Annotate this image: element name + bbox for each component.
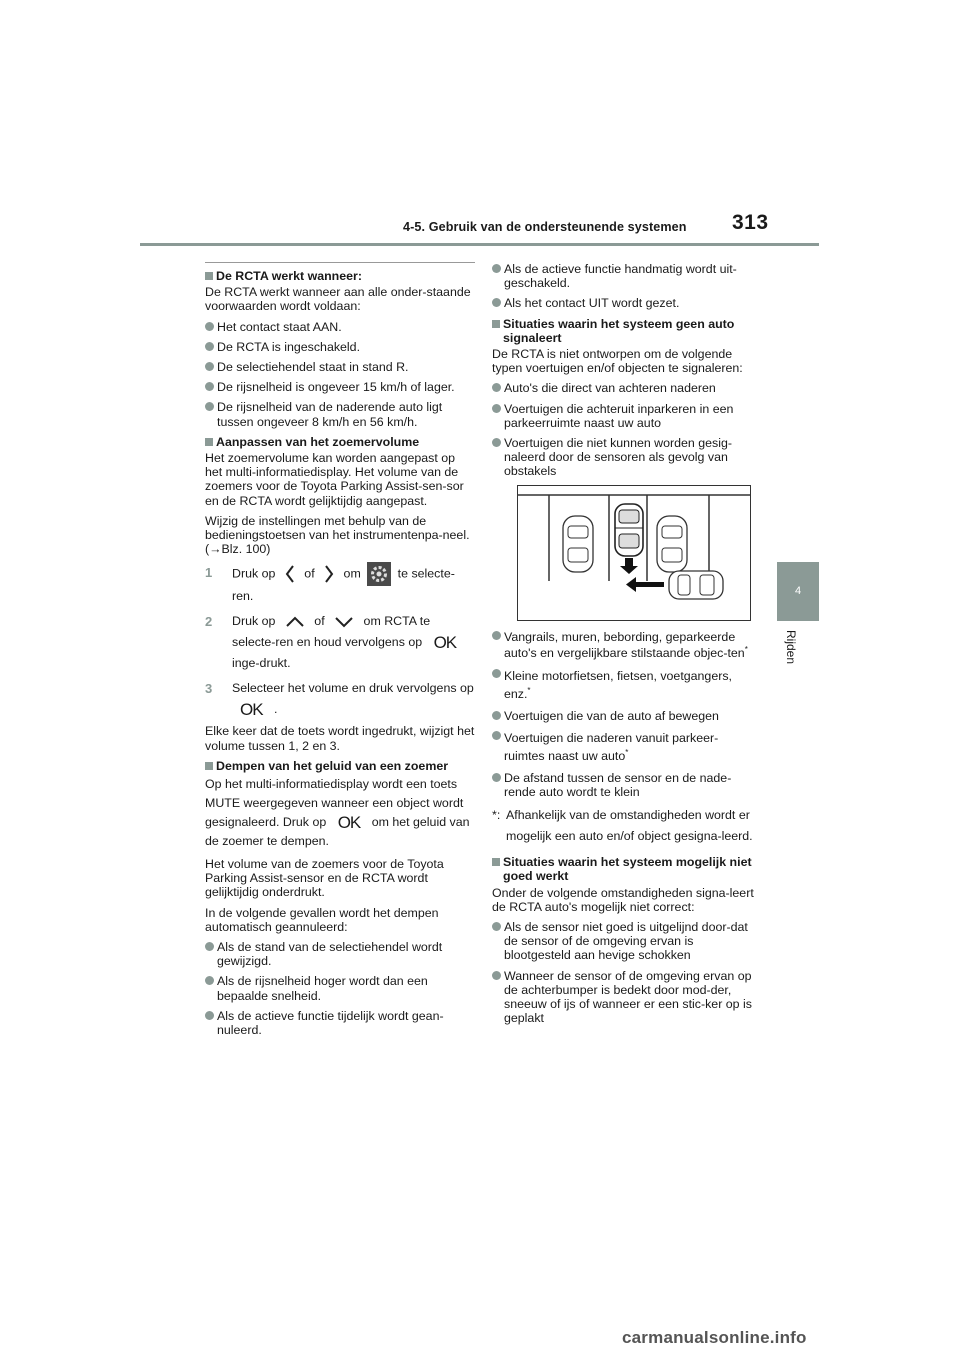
list-item: De rijsnelheid is ongeveer 15 km/h of lager. <box>205 380 475 394</box>
chevron-up-icon <box>285 616 305 628</box>
car-parked-left-icon <box>563 516 593 572</box>
step-3 <box>205 678 475 720</box>
footnote-mark: * <box>527 685 531 695</box>
list-item: Voertuigen die niet kunnen worden gesig-naleerd door de sensoren als gevolg van obstakels <box>492 436 754 479</box>
gear-icon <box>367 562 391 586</box>
step-text: om RCTA te selecte-ren en houd vervolgens op <box>232 614 431 650</box>
paragraph <box>205 775 475 851</box>
list-item: Auto's die direct van achteren naderen <box>492 381 754 395</box>
section-heading: Aanpassen van het zoemervolume <box>205 435 475 449</box>
list-item: De rijsnelheid van de naderende auto ligt tussen ongeveer 8 km/h en 56 km/h. <box>205 400 475 428</box>
step-text: of <box>304 566 315 581</box>
parking-illustration <box>517 485 751 621</box>
paragraph-text: Op het multi-informatiedisplay wordt een toets MUTE weergegeven wanneer een object wordt gesignaleerd. Druk op <box>205 777 464 830</box>
step-text: . <box>274 702 278 717</box>
footnote-mark: * <box>744 644 748 654</box>
paragraph: Elke keer dat de toets wordt ingedrukt, wijzigt het volume tussen 1, 2 en 3. <box>205 724 475 753</box>
section-heading: De RCTA werkt wanneer: <box>205 269 475 283</box>
step-number: 2 <box>205 614 213 630</box>
footnote-mark: * <box>625 747 629 757</box>
right-column <box>492 262 754 1031</box>
cancel-list <box>205 940 475 1037</box>
paragraph: In de volgende gevallen wordt het dempen automatisch geannuleerd: <box>205 905 439 934</box>
paragraph-text: om het geluid van de zoemer te dempen. <box>205 815 470 849</box>
footnote <box>492 805 754 847</box>
chevron-down-icon <box>334 616 354 628</box>
list-item: Als de actieve functie handmatig wordt uit-geschakeld. <box>492 262 754 290</box>
section-heading: Situaties waarin het systeem mogelijk niet goed werkt <box>492 855 754 883</box>
list-item-text: Kleine motorfietsen, fietsen, voetgangers, enz. <box>504 668 732 701</box>
section-heading: Situaties waarin het systeem geen auto signaleert <box>492 317 754 345</box>
list-item: Wanneer de sensor of de omgeving ervan op de achterbumper is bedekt door mod-der, sneeuw of ijs of wanneer er een stic-ker op is geplakt <box>492 969 754 1026</box>
step-text: om <box>343 566 361 581</box>
car-approaching-icon <box>669 571 723 599</box>
step-2 <box>205 611 475 674</box>
condition-list <box>205 320 475 429</box>
ok-icon: OK <box>337 812 361 832</box>
list-item: Als de actieve functie tijdelijk wordt gean-nuleerd. <box>205 1009 475 1037</box>
ok-icon: OK <box>433 633 457 653</box>
list-item: Voertuigen die achteruit inparkeren in een parkeerruimte naast uw auto <box>492 402 754 430</box>
list-item: De RCTA is ingeschakeld. <box>205 340 475 354</box>
page-number: 313 <box>732 211 769 234</box>
chevron-left-icon <box>285 565 295 583</box>
list-item: De selectiehendel staat in stand R. <box>205 360 475 374</box>
car-reversing-icon <box>615 504 643 556</box>
step-text: Druk op <box>232 566 276 581</box>
arrow-down-icon <box>620 558 638 574</box>
list-item: Als het contact UIT wordt gezet. <box>492 296 754 310</box>
step-number: 1 <box>205 565 213 581</box>
list-item: De afstand tussen de sensor en de nade-rende auto wordt te klein <box>492 771 754 799</box>
paragraph: De RCTA werkt wanneer aan alle onder-staande voorwaarden wordt voldaan: <box>205 285 471 314</box>
list-item: Als de rijsnelheid hoger wordt dan een bepaalde snelheid. <box>205 974 475 1002</box>
footnote-mark: *: <box>492 808 501 823</box>
paragraph: Het zoemervolume kan worden aangepast op het multi-informatiedisplay. Het volume van de zoemers voor de Toyota Parking Assist-sen-sor en de RCTA wordt gelijktijdig aangepast. <box>205 451 464 508</box>
watermark: carmanualsonline.info <box>622 1328 807 1347</box>
footnote-text: Afhankelijk van de omstandigheden wordt er mogelijk een auto en/of object gesigna-leerd. <box>506 808 753 844</box>
paragraph: Het volume van de zoemers voor de Toyota Parking Assist-sensor en de RCTA wordt gelijktijdig onderdrukt. <box>205 857 444 900</box>
malfunction-list <box>492 920 754 1025</box>
chevron-right-icon <box>324 565 334 583</box>
step-1 <box>205 562 475 607</box>
paragraph: De RCTA is niet ontworpen om de volgende typen voertuigen en/of objecten te signaleren: <box>492 347 743 376</box>
list-item: Het contact staat AAN. <box>205 320 475 334</box>
step-text: te selecte-ren. <box>232 566 455 604</box>
step-text: Druk op <box>232 614 276 629</box>
list-item: Als de sensor niet goed is uitgelijnd door-dat de sensor of de omgeving ervan is blootgesteld aan hevige schokken <box>492 920 754 963</box>
list-item-text: Voertuigen die naderen vanuit parkeer-ruimtes naast uw auto <box>504 730 719 763</box>
not-detected-list <box>492 381 754 478</box>
list-item-text: Vangrails, muren, bebording, geparkeerde auto's en vergelijkbare stilstaande objec-ten <box>504 629 745 660</box>
section-divider <box>205 262 475 263</box>
cancel-list-continued <box>492 262 754 311</box>
section-title: 4-5. Gebruik van de ondersteunende systemen <box>403 220 687 234</box>
ok-icon: OK <box>240 700 263 720</box>
parking-diagram <box>518 486 750 620</box>
car-parked-right-icon <box>657 516 687 572</box>
chapter-label-wrap <box>784 630 812 665</box>
step-text: of <box>314 614 325 629</box>
not-detected-list-2 <box>492 629 754 800</box>
list-item: Voertuigen die van de auto af bewegen <box>492 709 754 723</box>
list-item <box>492 629 754 661</box>
list-item: Als de stand van de selectiehendel wordt gewijzigd. <box>205 940 475 968</box>
paragraph: Wijzig de instellingen met behulp van de bedieningstoetsen van het instrumentenpa-neel. (→Blz. 100) <box>205 513 470 557</box>
header-rule <box>140 243 819 246</box>
chapter-label: Rijden <box>784 630 798 665</box>
left-column <box>205 262 475 1043</box>
list-item <box>492 667 754 703</box>
step-text: Selecteer het volume en druk vervolgens op <box>232 681 474 696</box>
arrow-left-icon <box>626 577 664 592</box>
paragraph: Onder de volgende omstandigheden signa-leert de RCTA auto's mogelijk niet correct: <box>492 885 754 914</box>
list-item <box>492 729 754 765</box>
step-number: 3 <box>205 681 213 697</box>
section-heading: Dempen van het geluid van een zoemer <box>205 759 475 773</box>
step-text: inge-drukt. <box>232 656 291 671</box>
chapter-tab: 4 <box>777 562 819 621</box>
